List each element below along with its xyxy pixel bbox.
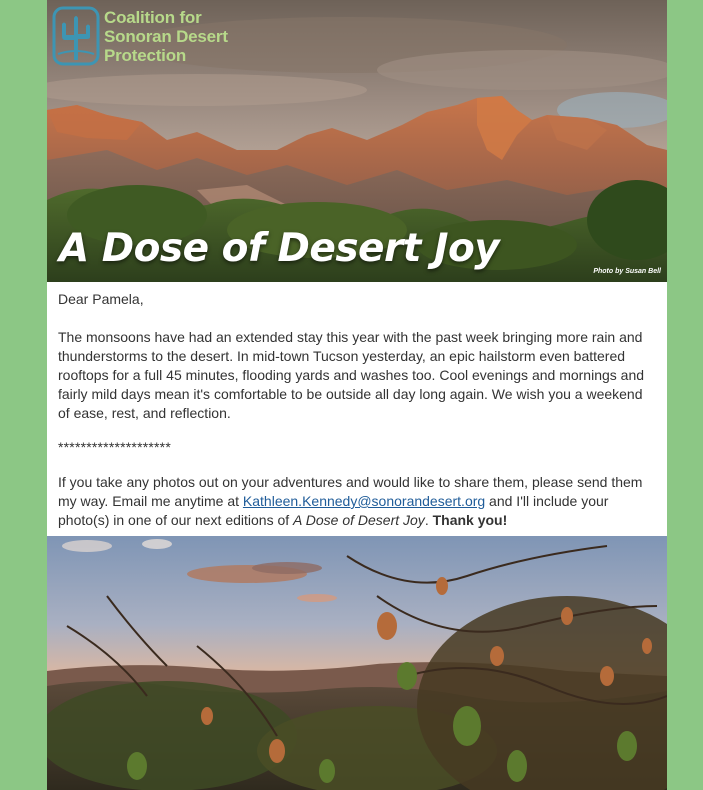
logo-line-3: Protection bbox=[104, 46, 187, 65]
divider-stars: ******************** bbox=[58, 439, 171, 455]
newsletter-name: A Dose of Desert Joy bbox=[293, 512, 425, 528]
logo-line-1: Coalition for bbox=[104, 8, 202, 27]
message-body bbox=[58, 290, 658, 530]
saguaro-cactus-icon bbox=[52, 6, 100, 66]
hero-title: A Dose of Desert Joy bbox=[59, 226, 500, 271]
logo-text bbox=[104, 8, 228, 65]
hero-banner bbox=[47, 0, 667, 282]
desert-sunset-photo bbox=[47, 536, 667, 790]
paragraph-share-photos bbox=[58, 473, 658, 530]
greeting: Dear Pamela, bbox=[58, 291, 144, 307]
paragraph-monsoons: The monsoons have had an extended stay this year with the past week bringing more rain and thunderstorms to the desert. In mid-town Tucson yesterday, an epic hailstorm even battered rooftops for a full 45 minutes, flooding yards and washes too. Cool evenings and mornings and fairly mild days mean it's comfortable to be outside all day long again. We wish you a weekend of ease, rest, and reflection. bbox=[58, 329, 645, 421]
email-link[interactable]: Kathleen.Kennedy@sonorandesert.org bbox=[242, 493, 486, 509]
share-text-mid: and I'll include your photo(s) in one of our next editions of bbox=[58, 493, 609, 528]
newsletter-email bbox=[47, 0, 667, 790]
coalition-logo[interactable] bbox=[52, 6, 232, 68]
share-text-start: If you take any photos out on your adventures and would like to share them, please send them my way. Email me anytime at bbox=[58, 474, 643, 509]
logo-line-2: Sonoran Desert bbox=[104, 27, 228, 46]
thank-you-text: Thank you! bbox=[432, 512, 508, 528]
sunset-brush-photo bbox=[47, 536, 667, 790]
share-text-end: . bbox=[424, 512, 433, 528]
photo-credit: Photo by Susan Bell bbox=[593, 268, 661, 275]
